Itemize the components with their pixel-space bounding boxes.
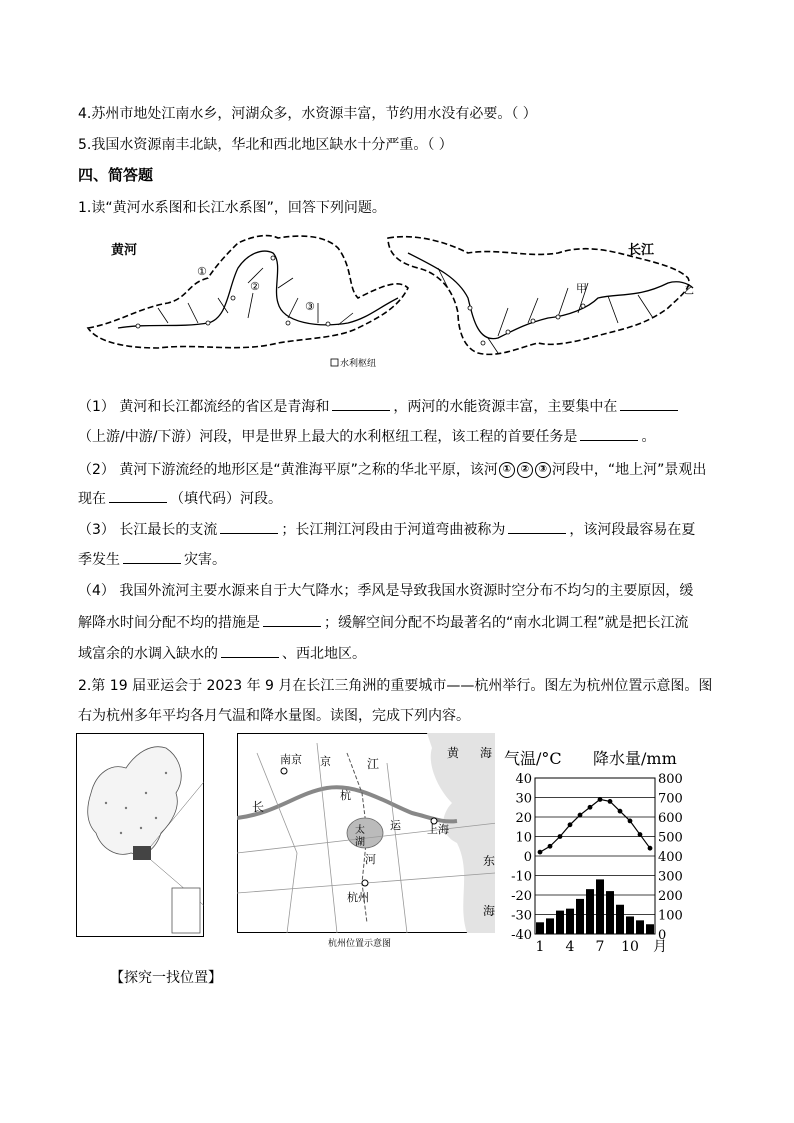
q1-part1-line2: （上游/中游/下游）河段，甲是世界上最大的水利枢纽工程，该工程的首要任务是 。 <box>78 429 656 445</box>
blank[interactable] <box>580 428 638 441</box>
temperature-line <box>540 799 650 852</box>
x-unit: 月 <box>653 939 667 955</box>
question-2-line2: 右为杭州多年平均各月气温和降水量图。读图，完成下列内容。 <box>78 708 470 724</box>
y-left-tick: 10 <box>515 830 532 846</box>
marker-jia: 甲 <box>576 282 587 295</box>
yangtze-label: 长江 <box>628 243 655 258</box>
svg-text:湖: 湖 <box>355 837 365 848</box>
y-right-tick: 200 <box>658 889 683 904</box>
question-4: 4.苏州市地处江南水乡，河湖众多，水资源丰富，节约用水没有必要。（ ） <box>78 106 537 122</box>
q1-part3-line2: 季发生 灾害。 <box>78 552 226 568</box>
temperature-point <box>588 805 593 810</box>
q1-part4-line2: 解降水时间分配不均的措施是 ；缓解空间分配不均最著名的“南水北调工程”就是把长江流 <box>78 615 689 631</box>
svg-text:河: 河 <box>365 853 376 866</box>
precip-bar <box>536 922 544 934</box>
blank[interactable] <box>620 398 678 411</box>
q1-part3-line1: （3） 长江最长的支流 ；长江荆江河段由于河道弯曲被称为 ，该河段最容易在夏 <box>78 522 696 538</box>
precip-bar <box>606 891 614 934</box>
blank[interactable] <box>221 645 279 658</box>
y-right-tick: 600 <box>658 811 683 826</box>
question-2-line1: 2.第 19 届亚运会于 2023 年 9 月在长江三角洲的重要城市——杭州举行。图左为杭州位置示意图。图 <box>78 678 713 694</box>
chart-title-left: 气温/°C <box>504 749 562 768</box>
y-right-tick: 500 <box>658 830 683 846</box>
y-right-tick: 800 <box>658 772 683 787</box>
blank[interactable] <box>109 490 167 503</box>
svg-text:运: 运 <box>390 819 401 832</box>
y-left-tick: 0 <box>523 850 532 865</box>
y-right-tick: 400 <box>658 850 683 865</box>
svg-text:上海: 上海 <box>427 823 449 836</box>
blank[interactable] <box>332 398 390 411</box>
temperature-point <box>648 846 653 851</box>
svg-text:杭州: 杭州 <box>347 891 369 904</box>
marker-yi: 乙 <box>684 286 694 297</box>
map-caption: 杭州位置示意图 <box>328 939 392 949</box>
question-5: 5.我国水资源南丰北缺，华北和西北地区缺水十分严重。（ ） <box>78 137 453 153</box>
temperature-point <box>618 809 623 814</box>
temperature-point <box>598 797 603 802</box>
x-tick: 10 <box>621 939 639 955</box>
precip-bar <box>626 916 634 934</box>
y-right-tick: 100 <box>658 908 683 924</box>
svg-text:太: 太 <box>355 825 365 836</box>
y-left-tick: -10 <box>511 869 532 885</box>
blank[interactable] <box>123 551 181 564</box>
explore-heading: 【探究一找位置】 <box>110 970 222 986</box>
temperature-point <box>548 844 553 849</box>
temperature-point <box>558 834 563 839</box>
yellow-river-label: 黄河 <box>111 243 138 258</box>
precip-bar <box>566 909 574 934</box>
x-tick: 4 <box>565 939 575 955</box>
y-right-tick: 700 <box>658 791 683 807</box>
temperature-point <box>628 819 633 824</box>
precip-bar <box>596 879 604 934</box>
svg-text:京: 京 <box>320 755 331 768</box>
temperature-point <box>638 832 643 837</box>
svg-text:南京: 南京 <box>280 753 302 766</box>
temperature-point <box>578 813 583 818</box>
y-left-tick: 40 <box>515 772 532 787</box>
svg-text:黄: 黄 <box>447 746 460 760</box>
blank[interactable] <box>263 614 321 627</box>
climate-chart <box>500 740 690 955</box>
temperature-point <box>608 799 613 804</box>
precip-bar <box>576 899 584 934</box>
yangtze-main <box>408 253 693 339</box>
precip-bar <box>646 924 654 934</box>
q1-part2-line2: 现在 （填代码）河段。 <box>78 491 282 507</box>
precip-bar <box>636 920 644 934</box>
hangzhou-location-map <box>237 733 495 951</box>
svg-text:东: 东 <box>483 854 495 868</box>
legend-label: 水利枢纽 <box>340 359 377 369</box>
section-heading: 四、简答题 <box>78 166 154 184</box>
temperature-point <box>568 822 573 827</box>
precip-bar <box>556 911 564 934</box>
q1-part2-line1: （2） 黄河下游流经的地形区是“黄淮海平原”之称的华北平原，该河 ① ② ③ 河段中，“地上河”景观出 <box>78 462 707 478</box>
blank[interactable] <box>220 521 278 534</box>
dam-legend-icon <box>331 359 338 366</box>
y-left-tick: 30 <box>515 791 532 807</box>
y-right-tick: 0 <box>658 928 667 943</box>
y-left-tick: 20 <box>515 811 532 826</box>
svg-text:海: 海 <box>483 904 495 918</box>
q1-part4-line1: （4） 我国外流河主要水源来自于大气降水；季风是导致我国水资源时空分布不均匀的主要原因，缓 <box>78 583 694 599</box>
precip-bar <box>546 918 554 934</box>
y-left-tick: -30 <box>511 908 532 924</box>
y-left-tick: -20 <box>511 889 532 904</box>
precip-bar <box>586 889 594 934</box>
svg-text:长: 长 <box>252 800 265 814</box>
chart-title-right: 降水量/mm <box>593 749 677 768</box>
x-tick: 7 <box>595 939 605 955</box>
q1-part1-line1: （1） 黄河和长江都流经的省区是青海和 ，两河的水能资源丰富，主要集中在 <box>78 396 681 416</box>
precip-bar <box>616 905 624 934</box>
temperature-point <box>538 850 543 855</box>
y-right-tick: 300 <box>658 869 683 885</box>
marker-1: ① <box>197 265 207 278</box>
river-system-maps <box>78 228 718 378</box>
question-1-intro: 1.读“黄河水系图和长江水系图”，回答下列问题。 <box>78 200 386 216</box>
svg-text:杭: 杭 <box>340 789 351 802</box>
marker-2: ② <box>250 280 260 293</box>
y-left-tick: -40 <box>511 928 532 943</box>
svg-text:江: 江 <box>367 757 380 771</box>
china-overview-map <box>76 733 204 937</box>
blank[interactable] <box>508 521 566 534</box>
q1-part4-line3: 域富余的水调入缺水的 、西北地区。 <box>78 646 366 662</box>
svg-text:海: 海 <box>480 746 493 760</box>
x-tick: 1 <box>535 939 545 955</box>
marker-3: ③ <box>305 300 315 313</box>
